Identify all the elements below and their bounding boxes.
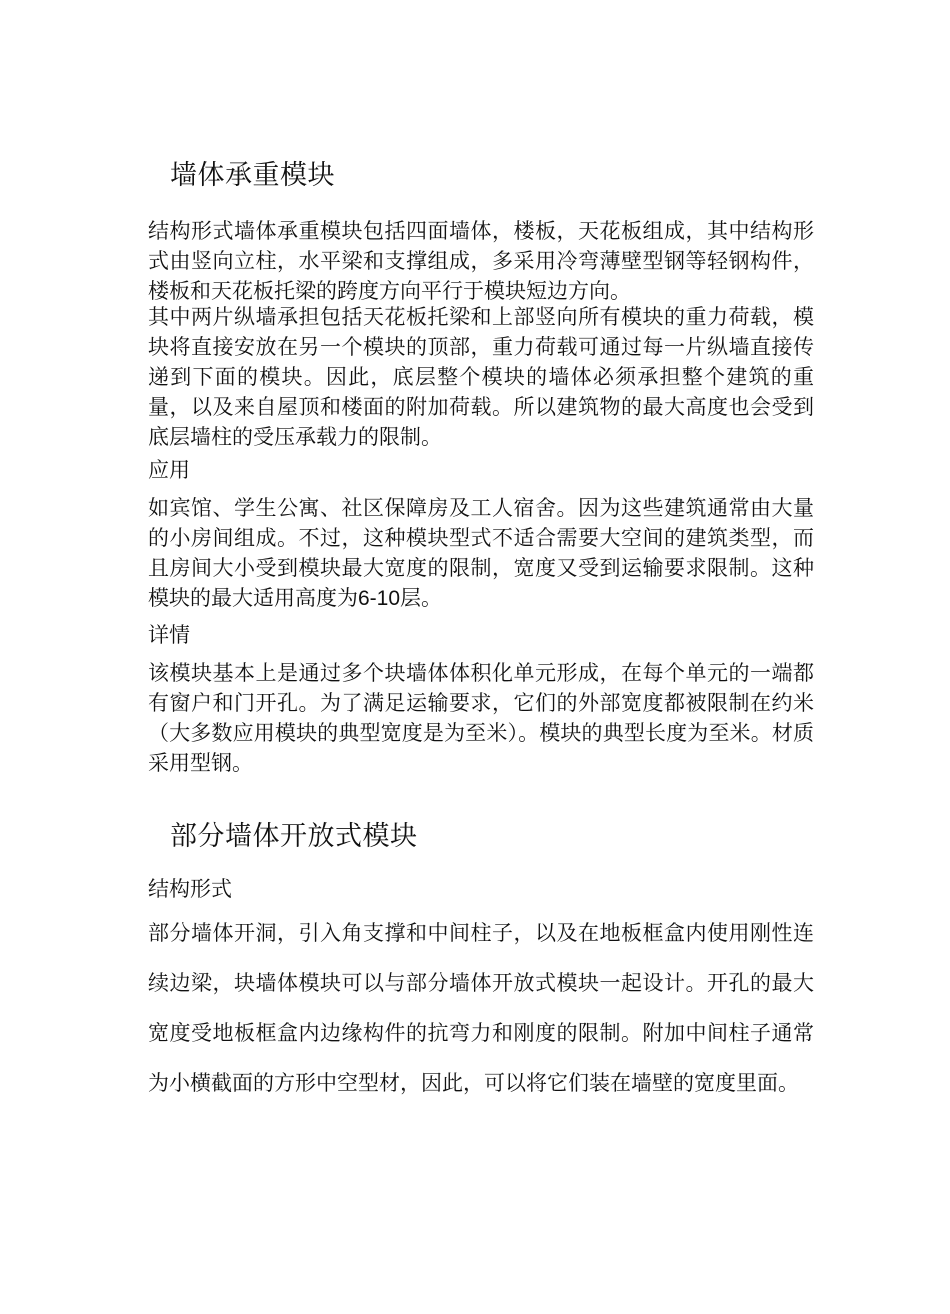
subheading-application: 应用 [148, 458, 190, 482]
paragraph-details: 该模块基本上是通过多个块墙体体积化单元形成，在每个单元的一端都有窗户和门开孔。为了满足运输要求，它们的外部宽度都被限制在约米（大多数应用模块的典型宽度是为至米）。模块的典型长度为至米。材质采用型钢。 [148, 661, 814, 775]
subheading-structure-form: 结构形式 [148, 877, 232, 901]
section-heading-load-bearing-wall-module: 墙体承重模块 [170, 160, 335, 191]
section-heading-partially-open-wall-module: 部分墙体开放式模块 [170, 821, 418, 852]
paragraph-structure-description: 结构形式墙体承重模块包括四面墙体，楼板，天花板组成，其中结构形式由竖向立柱，水平梁和支撑组成，多采用冷弯薄壁型钢等轻钢构件，楼板和天花板托梁的跨度方向平行于模块短边方向。 [148, 219, 814, 303]
paragraph-load-transfer: 其中两片纵墙承担包括天花板托梁和上部竖向所有模块的重力荷载，模块将直接安放在另一个模块的顶部，重力荷载可通过每一片纵墙直接传递到下面的模块。因此，底层整个模块的墙体必须承担整个建筑的重量，以及来自屋顶和楼面的附加荷载。所以建筑物的最大高度也会受到底层墙柱的受压承载力的限制。 [148, 305, 814, 449]
application-text-a: 如宾馆、学生公寓、社区保障房及工人宿舍。因为这些建筑通常由大量的小房间组成。不过，这种模块型式不适合需要大空间的建筑类型，而且房间大小受到模块最大宽度的限制，宽度又受到运输要求限制。这种模块的最大适用高度为 [148, 496, 814, 610]
application-height-range: 6-10 [358, 587, 401, 610]
paragraph-application [148, 493, 814, 614]
subheading-details: 详情 [148, 623, 190, 647]
paragraph-partial-wall-structure: 部分墙体开洞，引入角支撑和中间柱子，以及在地板框盒内使用刚性连续边梁，块墙体模块可以与部分墙体开放式模块一起设计。开孔的最大宽度受地板框盒内边缘构件的抗弯力和刚度的限制。附加中间柱子通常为小横截面的方形中空型材，因此，可以将它们装在墙壁的宽度里面。 [148, 921, 814, 1095]
application-text-b: 层。 [400, 586, 443, 610]
